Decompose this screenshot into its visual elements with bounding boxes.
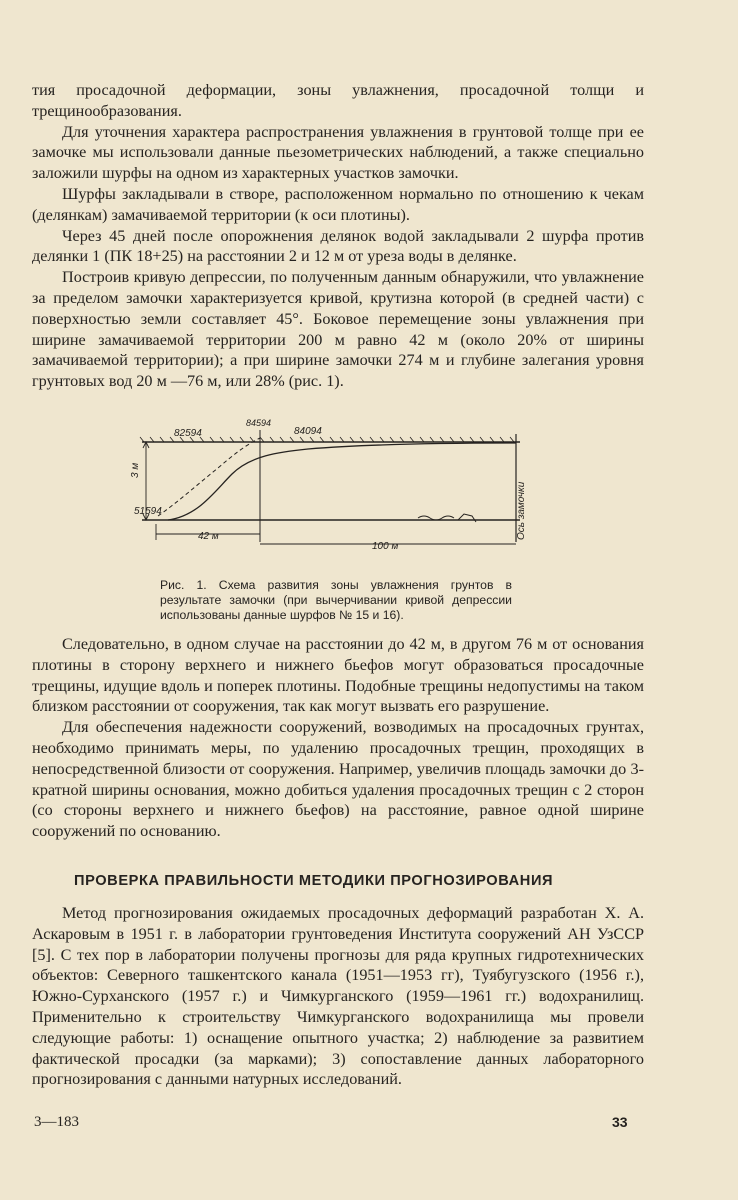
- dimension-label-right: 100 м: [372, 541, 399, 552]
- figure-caption: Рис. 1. Схема развития зоны увлажнения грунтов в результате замочки (при вычерчивании кривой депрессии использованы данные шурфов № 15 и 16).: [160, 578, 512, 623]
- depression-curve: [168, 443, 516, 520]
- paragraph: Для уточнения характера распространения увлажнения в грунтовой толще при ее замочке мы использовали данные пьезометрических наблюдений, а также специально заложили шурфы на одном из характерных участков замочки.: [32, 122, 644, 183]
- paragraph: тия просадочной деформации, зоны увлажнения, просадочной толщи и трещинообразования.: [32, 81, 644, 120]
- mark-label-right: 84094: [294, 426, 322, 437]
- section-heading: ПРОВЕРКА ПРАВИЛЬНОСТИ МЕТОДИКИ ПРОГНОЗИРОВАНИЯ: [74, 873, 554, 889]
- figure-diagram: [128, 412, 528, 560]
- axis-label: Ось замочки: [516, 481, 527, 540]
- text-block-bottom: [32, 903, 644, 1090]
- signature-mark: 3—183: [34, 1114, 79, 1130]
- mark-label-left: 82594: [174, 428, 202, 439]
- mark-label-top: 84594: [246, 418, 272, 428]
- paragraph: Для обеспечения надежности сооружений, возводимых на просадочных грунтах, необходимо принимать меры, по удалению просадочных трещин, проходящих в непосредственной близости от сооружения. Например, увеличив площадь замочки до 3-кратной ширины основания, можно добиться удаления просадочных трещин с 2 сторон (со стороны верхнего и нижнего бьефов) на расстояние, равное одной ширине сооружений по основанию.: [32, 718, 644, 841]
- paragraph: Шурфы закладывали в створе, расположенном нормально по отношению к чекам (делянкам) замачиваемой территории (к оси плотины).: [32, 184, 644, 224]
- mark-label-bottom: 51594: [134, 506, 162, 517]
- depth-label: 3 м: [130, 462, 141, 478]
- page-number: 33: [612, 1114, 628, 1130]
- text-block-middle: [32, 634, 644, 842]
- dashed-wetting-boundary: [158, 438, 260, 516]
- paragraph: Через 45 дней после опорожнения делянок водой закладывали 2 шурфа против делянки 1 (ПК 18+25) на расстоянии 2 и 12 м от уреза воды в делянке.: [32, 226, 644, 266]
- dimension-label-left: 42 м: [198, 531, 219, 542]
- figure-wetting-zone-scheme: [128, 412, 528, 560]
- paragraph: Следовательно, в одном случае на расстоянии до 42 м, в другом 76 м от основания плотины в сторону верхнего и нижнего бьефов могут образоваться просадочные трещины, идущие вдоль и поперек плотины. Подобные трещины недопустимы на таком близком расстоянии от сооружения, так как могут вызвать его разрушение.: [32, 635, 644, 716]
- paragraph: Построив кривую депрессии, по полученным данным обнаружили, что увлажнение за пределом замочки характеризуется кривой, крутизна которой (в средней части) с поверхностью земли составляет 45°. Боковое перемещение зоны увлажнения при ширине замачиваемой территории 200 м равно 42 м (около 20% от ширины замачиваемой территории); а при ширине замочки 274 м и глубине залегания уровня грунтовых вод 20 м —76 м, или 28% (рис. 1).: [32, 268, 644, 391]
- text-block-top: [32, 80, 644, 392]
- paragraph: Метод прогнозирования ожидаемых просадочных деформаций разработан Х. А. Аскаровым в 1951 г. в лаборатории грунтоведения Института сооружений АН УзССР [5]. С тех пор в лаборатории получены прогнозы для ряда крупных гидротехнических объектов: Северного ташкентского канала (1951—1953 гг), Туябугузского (1956 г.), Южно-Сурханского (1957 г.) и Чимкурганского (1959—1961 гг.) водохранилищ. Применительно к строительству Чимкурганского водохранилища мы провели следующие работы: 1) оснащение опытного участка; 2) наблюдение за развитием фактической просадки (за марками); 3) сопоставление данных лабораторного прогнозирования с данными натурных исследований.: [32, 904, 644, 1089]
